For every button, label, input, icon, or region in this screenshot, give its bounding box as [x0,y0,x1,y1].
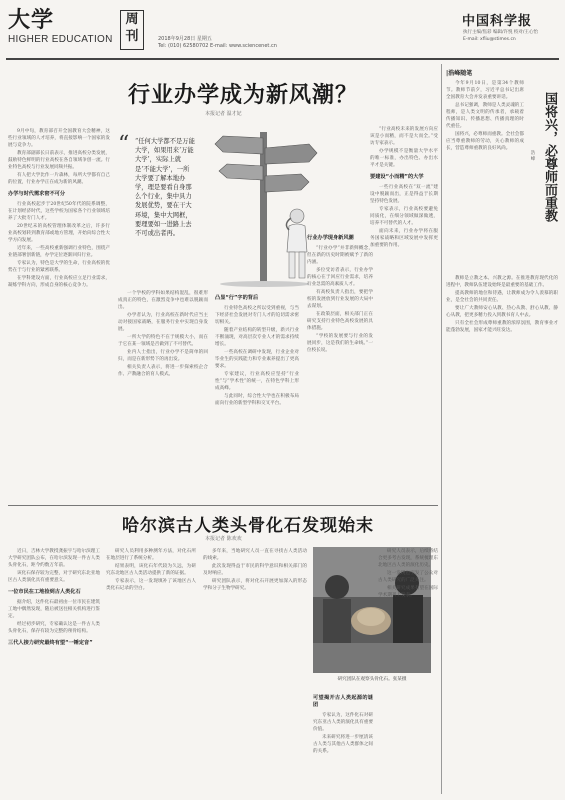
paragraph: “行业办学”并非新鲜概念，但在新的历史时期被赋予了新的内涵。 [307,246,373,265]
paragraph: 在政策层面，相关部门正在研究支持行业特色高校发展的具体措施。 [307,312,373,331]
story2-column-1 [8,548,100,794]
paragraph: 专家表示，行业高校要避免同质化，在细分领域做深做透，培养不可替代的人才。 [370,207,438,226]
story2-column-4 [313,690,373,794]
story2-column-2 [106,548,196,794]
paragraph: “行业高校未来的发展方向应该是小而精，而不是大而全。”受访专家表示。 [370,127,438,146]
paragraph: 提高教师的地位和待遇，让教师成为令人羡慕的职业，是全社会的共同责任。 [446,291,558,303]
paragraph: 有人把大学比作一片森林，每所大学都有自己的位置，行业办学正在成为新的风潮。 [8,173,110,185]
paragraph: 有高校负责人指出，要把学校的发展放到行业发展的大局中去谋划。 [307,290,373,309]
paragraph: 一个学校的学科如果结构混乱，很难形成真正的特色，在激烈竞争中也难以脱颖而出。 [118,291,208,310]
paragraph: 一些高校在调研中发现，行业企业对毕业生的实践能力和专业素养提出了更高要求。 [215,350,299,369]
story1-column-4 [307,230,373,504]
paragraph: 办学者认为，行业高校在新时代应当主动对接国家战略，在服务行业中实现自身发展。 [118,313,208,332]
photo-caption: 研究团队在观察头骨化石。张某摄 [337,677,407,682]
column-tag: |浩峰随笔 [446,70,473,77]
subheading: 可望揭开古人类起源的谜团 [313,695,373,708]
paragraph: 经过初步研究，专家确认这是一件古人类头骨化石，保存有较为完整的颅骨结构。 [8,622,100,634]
paragraph: “学校的发展要与行业的发展同步，这是我们的生命线。”一位校长说。 [307,334,373,353]
paragraph: 业内人士指出，行业办学不是简单的回归，而是在新形势下的再出发。 [118,350,208,362]
paragraph: 专家建议，行业高校应坚持“行业性”与“学术性”的统一，在特色学科上形成高峰。 [215,372,299,391]
story2-column-5 [378,548,438,794]
paragraph: 今年9月10日，是第34个教师节。教师节前夕，习近平总书记出席全国教育大会并发表重要讲话。 [446,81,524,100]
quote-mark-icon: “ [118,132,130,157]
editor-names: 执行主编/焦彩 编辑/许悦 校对/王心怡 [463,30,538,35]
paragraph: 研究人员表示，后续将结合更多考古发现，系统梳理东北地区古人类的演化历史。 [378,549,438,568]
subheading: 办学与时代需求密不可分 [8,191,66,197]
paragraph: 专家表示，这一发现填补了该地区古人类化石记录的空白。 [106,579,196,591]
paragraph: 未来研究将进一步厘清该古人类与其他古人类群体之间的关系。 [313,735,373,754]
paragraph: 与此同时，综合性大学也在积极布局面向行业的新型学科和交叉平台。 [215,394,299,406]
section-title: 大学 [8,7,55,33]
paragraph: 9月中旬，教育部召开全国教育大会精神，这些行业领域的人才培养，将直接影响一个国家的发展与竞争力。 [8,129,110,148]
paragraph: 一些行业高校在“双一流”建设中脱颖而出，正是得益于长期坚持特色发展。 [370,185,438,204]
story1-byline: 本报记者 温才妃 [205,111,242,117]
section-subtitle: HIGHER EDUCATION [8,34,113,45]
editor-email: E-mail: xfliu@stimes.cn [463,36,516,42]
story2-byline: 本报记者 陈欢欢 [205,536,242,542]
story1-column-2 [118,290,208,504]
essay-column-bottom [446,275,558,794]
issue-meta [158,36,277,50]
paragraph: 国将兴，必尊师而重教。全社会都应当尊重教师的劳动，关心教师的成长，营造尊师重教的良好风尚。 [446,132,524,151]
masthead-rule [6,58,559,60]
story1-column-5 [370,126,438,504]
subheading: 凸显“行”字的背后 [215,295,259,301]
paragraph: 多位受访者表示，行业办学的核心在于回应行业需求，培养行业急需的高素质人才。 [307,268,373,287]
story1-headline: 行业办学成为新风潮？ [127,83,358,108]
paragraph: 研究团队表示，将对化石开展更加深入的形态学和分子生物学研究。 [203,579,307,591]
paragraph: 专家认为，这件化石对研究东亚古人类的演化具有重要价值。 [313,713,373,732]
story2-column-3 [203,548,307,794]
weekly-badge [120,10,144,50]
paragraph: 要让广大教师安心从教、热心从教、舒心从教、静心从教，把更多精力投入到教书育人中去。 [446,306,558,318]
story1-column-3 [215,290,299,504]
issue-contact: Tel: (010) 62580702 E-mail: www.sciencenet.cn [158,43,277,49]
paragraph: 教师是立教之本、兴教之源。在推进教育现代化的进程中，教师队伍建设始终是最重要的基础工作。 [446,276,558,288]
paragraph: 随着产业结构的转型升级，新兴行业不断涌现，对高层次专业人才的需求持续增长。 [215,328,299,347]
paragraph: 结果表明，该化石年代较为久远，为研究东北地区古人类活动提供了新的证据。 [106,564,196,576]
paragraph: 研究人员利用多种测年方法，对化石所在地层进行了系统分析。 [106,549,196,561]
paragraph: 近年来，一些高校重新强调行业特色，围绕产业链部署创新链，办学定位逐渐回归行业。 [8,246,110,258]
subheading: 一位市民在工地捡到古人类化石 [8,589,81,595]
paragraph: 教育部副部长日前表示，推进高校分类发展，鼓励特色鲜明的行业高校在各自领域争创一流。行业特色高校与行业发展同频共振。 [8,151,110,170]
essay-title: 国将兴，必尊师而重教 [542,92,557,222]
paragraph: 在学科建设方面，行业高校应立足行业需求，凝练学科方向，形成自身的核心竞争力。 [8,276,110,288]
story-divider [8,505,438,506]
paragraph: 据介绍，这件化石最初由一位市民在建筑工地中偶然发现，随后被送往相关机构进行鉴定。 [8,600,100,619]
column-divider [441,64,442,794]
paragraph: 近日，吉林大学教授龚振宇与哈尔滨理工大学研究团队公布，在哈尔滨发现一件古人类头骨化石，距今约数万年前。 [8,549,100,568]
section-masthead [8,7,113,45]
subheading: 行业办学现身新风潮 [307,235,354,241]
paper-logo: 中国科学报 [462,14,533,29]
paragraph: 只有全社会形成尊师重教的浓厚氛围，教育事业才能蓬勃发展，国家才能兴旺发达。 [446,321,558,333]
paragraph: 总书记强调，教师是人类灵魂的工程师，是人类文明的传承者，承载着传播知识、传播思想、传播真理的时代重任。 [446,103,524,129]
paragraph: 专家认为，特色是大学的生命，行业高校的优势在于与行业的紧密联系。 [8,261,110,273]
editor-info [463,30,563,43]
weekly-label: 周刊 [125,12,139,44]
paragraph: 办学规模不是衡量大学水平的唯一标准，办出特色、办出水平才是关键。 [370,149,438,168]
paragraph: 这一发现也引发了公众对古人类研究的广泛关注。 [378,571,438,583]
story2-headline: 哈尔滨古人类头骨化石发现始末 [122,516,374,536]
paragraph: 相关研究成果有望在国际学术期刊上发表。 [378,586,438,598]
paragraph: 行业高校起步于20世纪50年代的院系调整，在计划经济时代，这些学校为国家各个行业领域培养了大批专门人才。 [8,202,110,221]
story1-column-1 [8,128,110,504]
signpost-illustration [205,124,323,289]
essay-author: 浩 峰 [530,150,535,161]
issue-date: 2018年9月28日 星期五 [158,36,212,42]
paragraph: 相关负责人表示，将进一步探索校企合作、产教融合的育人模式。 [118,365,208,377]
paragraph: 该化石保存较为完整，对于研究东北亚地区古人类演化具有重要意义。 [8,571,100,583]
subheading: 要建设“小而精”的大学 [370,174,424,180]
pull-quote: “任何大学都不是万能大学，如果用来‘万能大学’，实际上就是‘不能大学’，一所大学要了解本地办学，理是要看自身那么个行业，集中具力发展优势，要在干大环境，集中大网框，要理要如一进路上去不可或出者再。 [135,138,195,238]
paragraph: 一所大学的特色不在于规模大小，而在于它在某一领域是否做到了不可替代。 [118,335,208,347]
subheading: 三代人接力研究最终有望“一锤定音” [8,640,93,646]
paragraph: 多年来，当地研究人员一直在寻找古人类活动的线索。 [203,549,307,561]
paragraph: 此次发现得益于市民的科学意识和相关部门的及时响应。 [203,564,307,576]
essay-column-top [446,80,524,270]
paragraph: 面向未来，行业办学将在服务国家战略和区域发展中发挥更加重要的作用。 [370,229,438,248]
paragraph: 20世纪末的高校管理体制改革之后，许多行业高校划转到教育部或地方管理，开始向综合性大学方向发展。 [8,224,110,243]
paragraph: 行业特色高校之所以受到重视，与当下经济社会发展对专门人才的迫切需求密切相关。 [215,306,299,325]
